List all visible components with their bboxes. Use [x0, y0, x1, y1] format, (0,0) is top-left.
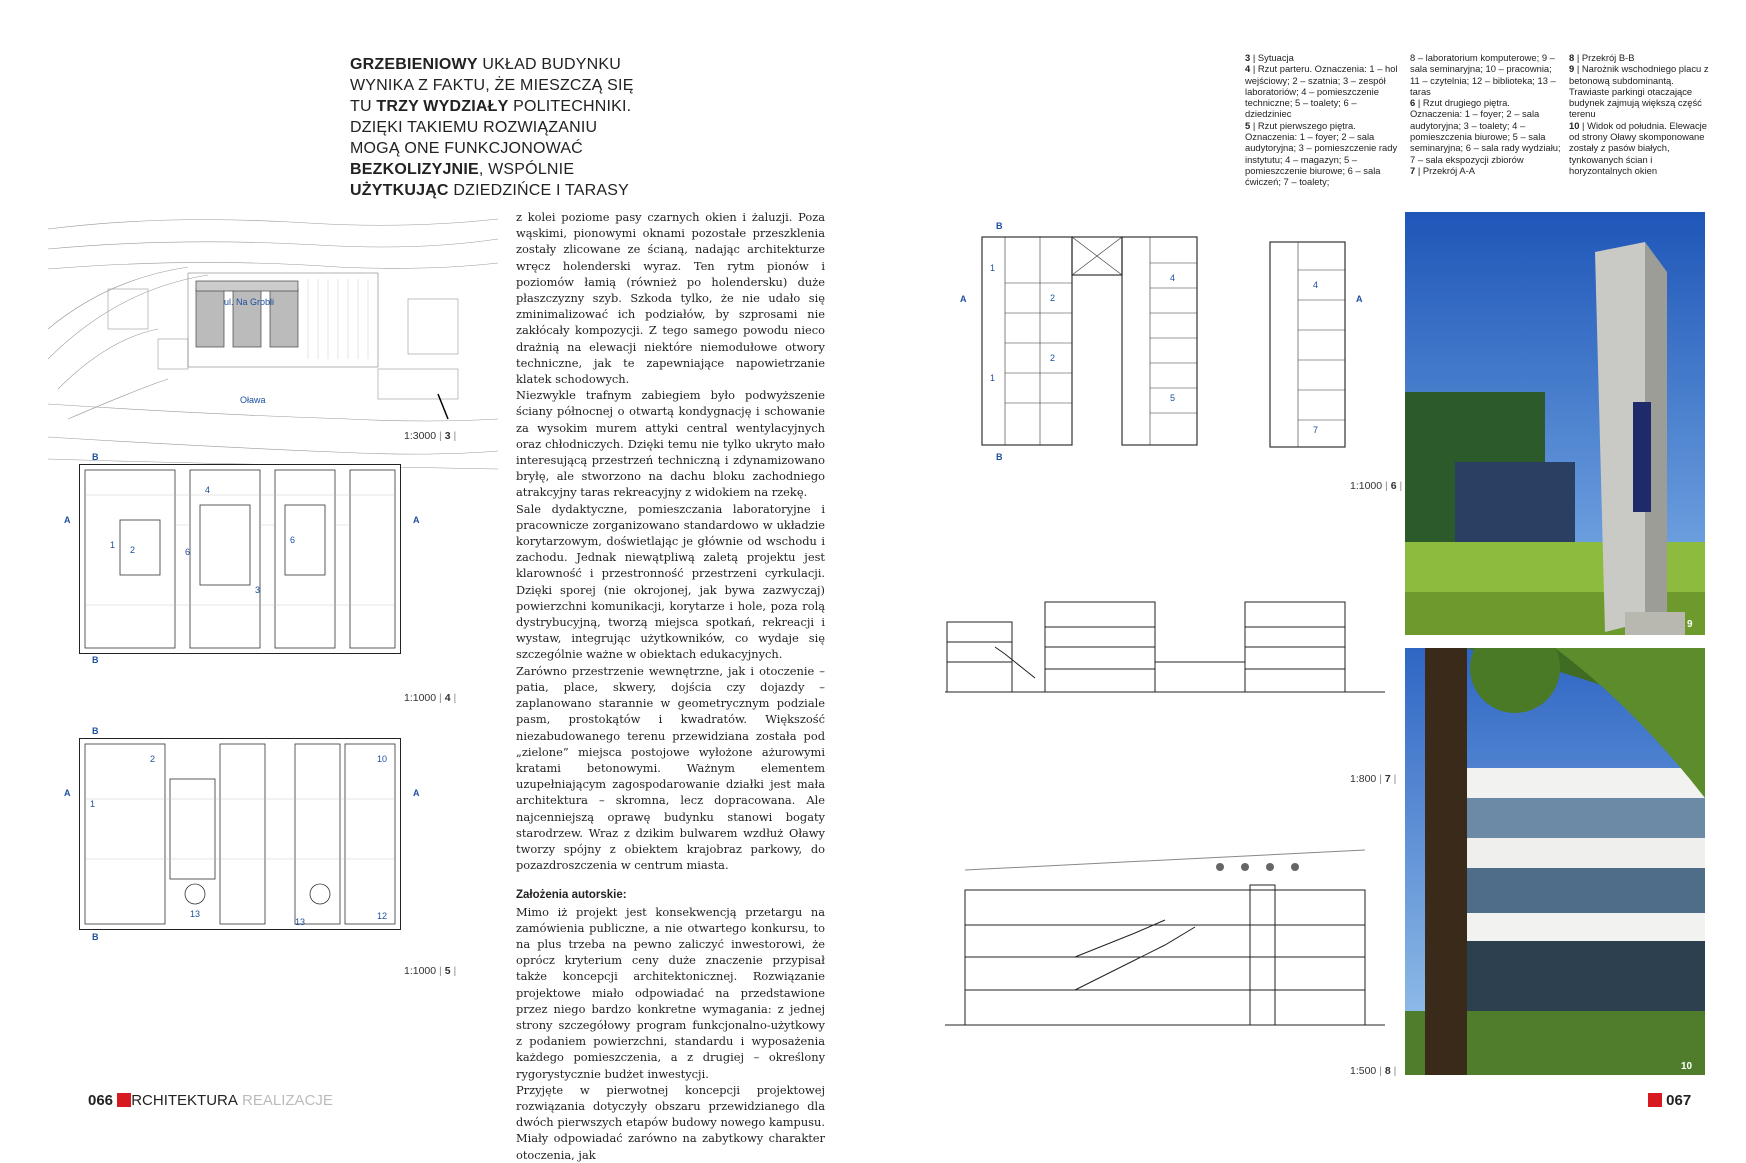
photo-concrete-landmark — [1405, 212, 1705, 635]
fig-8-number: 8 — [1384, 1065, 1391, 1077]
caption-6-text: Rzut drugiego piętra. Oznaczenia: 1 – foyer; 2 – sala audytoryjna; 3 – toalety; 4 – pomieszczenia biurowe; 5 – sala seminaryjna; 6 – sala rady wydziału; 7 – sala ekspozycji zbiorów — [1410, 97, 1561, 165]
body-paragraph-6: Przyjęte w pierwotnej koncepcji projektowej rozwiązania dotyczyły obszaru przewidzianego dla dwóch pierwszych etapów budowy nowego kampusu. Miały odpowiadać zarówno na zabytkowy charakter otoczenia, jak — [516, 1082, 825, 1162]
caption-3-text: Sytuacja — [1257, 52, 1294, 63]
f2-room-5: 5 — [1170, 393, 1176, 403]
right-page-number: 067 — [1666, 1092, 1692, 1109]
pull-quote-text-1: UKŁAD BUDYNKU WYNIKA Z FAKTU, ŻE MIESZCZĄ SIĘ TU — [350, 56, 634, 115]
body-subheading: Założenia autorskie: — [516, 889, 627, 902]
fig-7-number: 7 — [1384, 773, 1391, 785]
axis-a-left-6: A — [960, 294, 967, 304]
axis-b-bottom-6: B — [996, 452, 1003, 462]
section-b-b — [945, 845, 1385, 1030]
section-b-b-drawing — [945, 845, 1385, 1030]
body-paragraph-1: z kolei poziome pasy czarnych okien i żaluzji. Poza wąskimi, pionowymi oknami pozostałe przeszklenia zostały zlicowane ze ścianą, nadając architekturze wręcz holenderski wyraz. Ten rytm pionów i poziomów łamią (również po holendersku) duże płaszczyzny szyb. Szkoda tylko, że nie udało się zminimalizować ich podziałów, by szprosami nie zakłócały kompozycji. Z tego samego powodu nieco drażnią na elewacji niektóre niemodułowe otwory techniczne, jak te zapewniające napowietrzanie klatek schodowych. — [516, 210, 825, 387]
caption-6: 6 | Rzut drugiego piętra. Oznaczenia: 1 – foyer; 2 – sala audytoryjna; 3 – toalety; 4 – pomieszczenia biurowe; 5 – sala seminaryjna; 6 – sala rady wydziału; 7 – sala ekspozycji zbiorów — [1410, 97, 1561, 165]
ground-floor-plan-drawing — [80, 465, 400, 653]
fig-3-number: 3 — [444, 430, 451, 442]
section-a-a — [945, 592, 1385, 712]
room-1: 1 — [110, 540, 116, 550]
scale-5-value: 1:1000 — [404, 965, 437, 977]
body-paragraph-2: Niezwykle trafnym zabiegiem było podwyższenie ściany północnej o otwartą kondygnację i schowanie za wysokim murem attyki central wentylacyjnych oraz chłodniczych. Dzięki temu nie tylko ukryto mało interesującą przestrzeń techniczną i zdynamizowano bryłę, ale stworzono na dachu bloku zachodniego atrakcyjny taras rekreacyjny z widokiem na rzekę. — [516, 388, 825, 500]
ground-floor-plan — [79, 464, 401, 654]
brand-logo-mark — [117, 1093, 131, 1107]
caption-9-text: Narożnik wschodniego placu z betonową subdominantą. Trawiaste parkingi otaczające budynek zajmują większą część terenu — [1569, 63, 1709, 120]
f2-room-1a: 1 — [990, 263, 996, 273]
caption-4-num: 4 — [1245, 63, 1251, 75]
fig-6-number: 6 — [1390, 480, 1397, 492]
caption-3-num: 3 — [1245, 52, 1251, 63]
first-floor-plan-drawing — [80, 739, 400, 929]
caption-column-2 — [1410, 52, 1562, 176]
axis-b-bottom-5: B — [92, 932, 99, 942]
body-paragraph-5: Mimo iż projekt jest konsekwencją przetargu na zamówienia publiczne, a nie otwartego konkursu, to na plus trzeba na pewno zaliczyć inwestorowi, że oprócz kryterium ceny duże znaczenie przypisał także koncepcji architektonicznej. Rozwiązanie projektowe miało odpowiadać na przedstawione przez niego bardzo konkretne wymagania: z jednej strony szczegółowy program funkcjonalno-użytkowy z podaniem powierzchni, standardu i wyposażenia każdego pomieszczenia, a z drugiej – określony rygorystycznie budżet inwestycji. — [516, 904, 825, 1081]
axis-a-right-5: A — [413, 788, 420, 798]
caption-5-continued: 8 – laboratorium komputerowe; 9 – sala seminaryjna; 10 – pracownia; 11 – czytelnia; 12 – biblioteka; 13 – taras — [1410, 52, 1556, 97]
pull-quote — [350, 54, 650, 201]
axis-a-right-4: A — [413, 515, 420, 525]
caption-9-num: 9 — [1569, 63, 1575, 75]
right-footer — [1648, 1092, 1691, 1109]
room-2: 2 — [130, 545, 136, 555]
axis-b-top-4: B — [92, 452, 99, 462]
brand-logo-mark-right — [1648, 1093, 1662, 1107]
pull-quote-text-2: POLITECHNIKI. DZIĘKI TAKIEMU ROZWIĄZANIU MOGĄ ONE FUNKCJONOWAĆ — [350, 98, 632, 157]
room-6b: 6 — [290, 535, 296, 545]
f2-east-room-7: 7 — [1313, 425, 1319, 435]
street-label: ul. Na Grobli — [224, 297, 275, 307]
f2-room-4: 4 — [1170, 273, 1176, 283]
scale-4-value: 1:1000 — [404, 692, 437, 704]
room-12: 12 — [377, 911, 388, 921]
scale-8-value: 1:500 — [1350, 1065, 1377, 1077]
scale-7-value: 1:800 — [1350, 773, 1377, 785]
room-13b: 13 — [295, 917, 306, 927]
axis-a-left-5: A — [64, 788, 71, 798]
section-name: REALIZACJE — [242, 1092, 333, 1109]
f2-room-2b: 2 — [1050, 353, 1056, 363]
magazine-brand: RCHITEKTURA — [131, 1092, 238, 1109]
first-floor-plan — [79, 738, 401, 930]
caption-10-num: 10 — [1569, 119, 1580, 131]
caption-5: 5 | Rzut pierwszego piętra. Oznaczenia: 1 – foyer; 2 – sala audytoryjna; 3 – pomieszczenie rady instytutu; 4 – magazyn; 5 – pomieszczenie biurowe; 6 – sala ćwiczeń; 7 – toalety; — [1245, 119, 1398, 188]
left-footer — [88, 1092, 333, 1109]
pull-quote-text-4: DZIEDZIŃCE I TARASY — [448, 182, 630, 199]
caption-10: 10 | Widok od południa. Elewacje od strony Oławy skomponowane zostały z pasów białych, tynkowanych ścian i horyzontalnych okien — [1569, 119, 1707, 176]
pull-quote-bold-2: TRZY WYDZIAŁY — [376, 98, 509, 115]
f2-room-2a: 2 — [1050, 293, 1056, 303]
caption-9: 9 | Narożnik wschodniego placu z betonową subdominantą. Trawiaste parkingi otaczające budynek zajmują większą część terenu — [1569, 63, 1709, 120]
caption-8: 8 | Przekrój B-B — [1569, 52, 1635, 63]
fig-5-number: 5 — [444, 965, 451, 977]
scale-7: 1:800 | 7 | — [1350, 773, 1397, 785]
body-paragraph-4: Zarówno przestrzenie wewnętrzne, jak i otoczenie – patia, place, skwery, dojścia czy dojazdy – zaplanowano starannie w geometrycznym podziale pasm, prostokątów i kwadratów. Większość niezabudowanego terenu przewidziana została pod „zielone” miejsca postojowe wyłożone ażurowymi kratami betonowymi. Ważnym elementem uzupełniającym zagospodarowanie działki jest mała architektura – skromna, lecz dopracowana. Ale najcenniejszą oprawę budynku stanowi bogaty starodrzew. Wraz z dzikim bulwarem wzdłuż Oławy tworzy spójny z obiektem krajobraz parkowy, do pozazdroszczenia w centrum miasta. — [516, 663, 825, 873]
pull-quote-bold-3: BEZKOLIZYJNIE — [350, 161, 479, 178]
caption-3: 3 | Sytuacja — [1245, 52, 1294, 63]
second-floor-plan-east-wing — [1268, 240, 1348, 450]
axis-b-top-6: B — [996, 221, 1003, 231]
f2-room-1b: 1 — [990, 373, 996, 383]
fig-4-number: 4 — [444, 692, 451, 704]
room-13a: 13 — [190, 909, 201, 919]
caption-6-num: 6 — [1410, 97, 1416, 109]
caption-8-num: 8 — [1569, 52, 1575, 63]
pull-quote-bold-4: UŻYTKUJĄC — [350, 182, 449, 199]
caption-4-text: Rzut parteru. Oznaczenia: 1 – hol wejściowy; 2 – szatnia; 3 – zespół laboratoriów; 4 – pomieszczenie techniczne; 5 – toalety; 6 – dziedziniec — [1245, 63, 1398, 120]
scale-3-value: 1:3000 — [404, 430, 437, 442]
pull-quote-text-3: , WSPÓLNIE — [478, 161, 575, 178]
river-label: Oława — [240, 395, 266, 405]
section-a-a-drawing — [945, 592, 1385, 712]
left-page-number: 066 — [88, 1092, 114, 1109]
axis-a-left-4: A — [64, 515, 71, 525]
caption-5-text: Rzut pierwszego piętra. Oznaczenia: 1 – foyer; 2 – sala audytoryjna; 3 – pomieszczenie rady instytutu; 4 – magazyn; 5 – pomieszczenie biurowe; 6 – sala ćwiczeń; 7 – toalety; — [1245, 119, 1398, 188]
second-floor-plan — [980, 233, 1220, 449]
room-1-f1: 1 — [90, 799, 96, 809]
scale-6-value: 1:1000 — [1350, 480, 1383, 492]
caption-column-3 — [1569, 52, 1709, 176]
photo-9-image — [1405, 212, 1705, 635]
room-2-f1: 2 — [150, 754, 156, 764]
caption-7-text: Przekrój A-A — [1422, 164, 1475, 176]
body-paragraph-3: Sale dydaktyczne, pomieszczania laboratoryjne i pracownicze zorganizowano standardowo w układzie korytarzowym, doświetlając je głównie od wschodu i zachodu. Jednak niewątpliwą zaletą projektu jest klarowność i przestronność przestrzeni cyrkulacji. Dzięki sporej (nie okrojonej, jak bywa zazwyczaj) powierzchni komunikacji, korytarze i hole, poza rolą dystrybucyjną, tworzą miejsca spotkań, rekreacji i wystaw, integrując użytkowników, co wydaje się szczególnie ważne w obiektach edukacyjnych. — [516, 501, 825, 662]
pull-quote-bold-1: GRZEBIENIOWY — [350, 56, 478, 73]
scale-3: 1:3000 | 3 | — [404, 430, 457, 442]
room-10: 10 — [377, 754, 388, 764]
room-3: 3 — [255, 585, 261, 595]
room-6a: 6 — [185, 547, 191, 557]
axis-b-bottom-4: B — [92, 655, 99, 665]
photo-10-number: 10 — [1681, 1061, 1693, 1072]
caption-8-text: Przekrój B-B — [1581, 52, 1635, 63]
scale-4: 1:1000 | 4 | — [404, 692, 457, 704]
second-floor-plan-drawing — [980, 233, 1220, 449]
caption-column-1 — [1245, 52, 1405, 188]
scale-8: 1:500 | 8 | — [1350, 1065, 1397, 1077]
photo-9-number: 9 — [1687, 619, 1693, 630]
caption-7-num: 7 — [1410, 164, 1416, 176]
east-wing-drawing — [1268, 240, 1348, 450]
scale-5: 1:1000 | 5 | — [404, 965, 457, 977]
axis-a-right-6: A — [1356, 294, 1363, 304]
scale-6: 1:1000 | 6 | — [1350, 480, 1403, 492]
f2-east-room-4: 4 — [1313, 280, 1319, 290]
room-4: 4 — [205, 485, 211, 495]
photo-10-image — [1405, 648, 1705, 1075]
caption-10-text: Widok od południa. Elewacje od strony Oławy skomponowane zostały z pasów białych, tynkowanych ścian i horyzontalnych okien — [1569, 119, 1707, 176]
photo-south-facade — [1405, 648, 1705, 1075]
axis-b-top-5: B — [92, 726, 99, 736]
article-body — [516, 209, 825, 1163]
caption-4: 4 | Rzut parteru. Oznaczenia: 1 – hol wejściowy; 2 – szatnia; 3 – zespół laboratoriów; 4 – pomieszczenie techniczne; 5 – toalety; 6 – dziedziniec — [1245, 63, 1398, 120]
caption-5-num: 5 — [1245, 119, 1251, 131]
caption-7: 7 | Przekrój A-A — [1410, 164, 1475, 176]
